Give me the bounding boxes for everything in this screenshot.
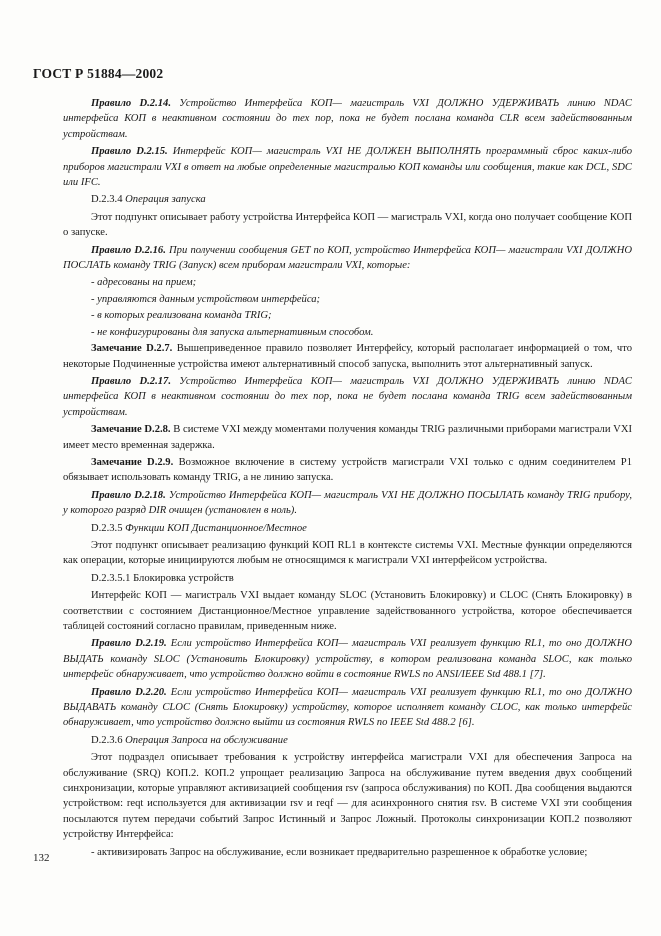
rule-text: При получении сообщения GET по КОП, устройство Интерфейса КОП— магистрали VXI ДОЛЖНО ПОСЛАТЬ команду TRIG (Запуск) всем приборам магистрали VXI, которые:	[63, 244, 633, 272]
note-text: Возможное включение в систему устройств магистрали VXI только с одним соединителем P1 обязывает использовать команду TRIG, а не линию запуска.	[63, 456, 632, 484]
body-paragraph: Этот подраздел описывает требования к устройству интерфейса магистрали VXI для обеспечения Запроса на обслуживание (SRQ) КОП.2. КОП.2 упрощает реализацию Запроса на обслуживание путем введения двух сообщений синхронизации, которые управляют активизацией сообщения rsv (запроса обслуживания) по КОП. Два сообщения выдаются устройством: reqt используется для активизации rsv и reqf — для асинхронного снятия rsv. В системе VXI эти сообщения посылаются путем передачи событий Запрос Истинный и Запрос Ложный. Протоколы синхронизации КОП.2 позволяют устройству Интерфейса:	[63, 752, 632, 841]
list-item: - адресованы на прием;	[91, 277, 197, 289]
section-heading	[63, 733, 632, 748]
document-body	[63, 96, 632, 862]
rule-paragraph	[63, 243, 632, 274]
rule-text: Интерфейс КОП— магистраль VXI НЕ ДОЛЖЕН ВЫПОЛНЯТЬ программный сброс каких-либо приборов магистрали VXI в ответ на любые определенные магистралью КОП команды или сообщения, такие как DCL, SDC или IFC.	[63, 146, 632, 189]
section-title: Функции КОП Дистанционное/Местное	[125, 522, 307, 534]
rule-label: Правило D.2.19.	[91, 638, 167, 650]
rule-text: Устройство Интерфейса КОП— магистраль VXI ДОЛЖНО УДЕРЖИВАТЬ линию NDAC интерфейса КОП в неактивном состоянии до тех пор, пока не будет послана команда TRIG всем задействованным устройствам.	[63, 375, 632, 418]
rule-label: Правило D.2.17.	[91, 375, 171, 387]
section-title: Операция запуска	[125, 194, 206, 206]
note-text: В системе VXI между моментами получения команды TRIG различными приборами магистрали VXI имеет место временная задержка.	[63, 424, 633, 451]
note-paragraph	[63, 422, 632, 453]
rule-paragraph	[63, 374, 632, 420]
note-label: Замечание D.2.7.	[91, 343, 173, 355]
rule-paragraph	[63, 144, 632, 190]
document-header: ГОСТ Р 51884—2002	[33, 66, 164, 81]
rule-label: Правило D.2.20.	[91, 686, 167, 698]
section-number: D.2.3.4	[91, 194, 123, 206]
rule-item-list	[63, 275, 632, 340]
page-number: 132	[33, 852, 50, 864]
rule-paragraph	[63, 488, 632, 519]
rule-paragraph	[63, 96, 632, 142]
rule-label: Правило D.2.18.	[91, 489, 166, 501]
section-number: D.2.3.5.1	[91, 572, 131, 584]
body-paragraph: - активизировать Запрос на обслуживание, если возникает предварительно разрешенное к обработке условие;	[91, 846, 588, 858]
rule-label: Правило D.2.14.	[91, 98, 171, 109]
rule-text: Устройство Интерфейса КОП— магистраль VXI ДОЛЖНО УДЕРЖИВАТЬ линию NDAC интерфейса КОП в неактивном состоянии до тех пор, пока не будет послана команда CLR всем задействованным устройствам.	[63, 98, 632, 140]
section-heading	[63, 521, 632, 536]
rule-label: Правило D.2.16.	[91, 244, 166, 256]
rule-paragraph	[63, 685, 632, 731]
rule-text: Устройство Интерфейса КОП— магистраль VXI НЕ ДОЛЖНО ПОСЫЛАТЬ команду TRIG прибору, у которого разряд DIR очищен (установлен в ноль).	[63, 489, 632, 517]
note-label: Замечание D.2.9.	[91, 456, 174, 468]
section-heading	[63, 571, 632, 586]
body-paragraph: Этот подпункт описывает работу устройства Интерфейса КОП — магистраль VXI, когда оно получает сообщение КОП о запуске.	[63, 211, 632, 239]
section-number: D.2.3.5	[91, 522, 123, 534]
section-title: Блокировка устройств	[133, 572, 234, 584]
list-item: - управляются данным устройством интерфейса;	[91, 293, 321, 305]
note-paragraph	[63, 455, 632, 486]
section-heading	[63, 192, 632, 207]
rule-text: Если устройство Интерфейса КОП— магистраль VXI реализует функцию RL1, то оно ДОЛЖНО ВЫДАВАТЬ команду CLOC (Снять Блокировку) устройству, которое исполняет команду CLOC, как только интерфейс обнаруживает, что устройство должно выйти из состояния RWLS по IEEE Std 488.2 [6].	[63, 686, 632, 729]
body-paragraph: Интерфейс КОП — магистраль VXI выдает команду SLOC (Установить Блокировку) и CLOC (Снять Блокировку) в соответствии с состоянием Дистанционное/Местное управление задействованного устройства, которое обеспечивается таблицей состояний согласно правилам, приведенным ниже.	[63, 590, 632, 632]
list-item: - не конфигурированы для запуска альтернативным способом.	[91, 326, 374, 338]
rule-label: Правило D.2.15.	[91, 146, 168, 158]
rule-paragraph	[63, 636, 632, 682]
rule-text: Если устройство Интерфейса КОП— магистраль VXI реализует функцию RL1, то оно ДОЛЖНО ВЫДАТЬ команду SLOC (Установить Блокировку) устройству, в котором реализована команда SLOC, как только интерфейс обнаруживает, что устройство должно войти в состояние RWLS по ANSI/IEEE Std 488.1 [7].	[63, 638, 632, 681]
note-label: Замечание D.2.8.	[91, 424, 171, 436]
body-paragraph: Этот подпункт описывает реализацию функций КОП RL1 в контексте системы VXI. Местные функции определяются как операции, которые инициируются любым не относящимся к магистрали VXI интерфейсом устройства.	[63, 539, 632, 567]
note-paragraph	[63, 341, 632, 372]
section-title: Операция Запроса на обслуживание	[125, 734, 288, 746]
note-text: Вышеприведенное правило позволяет Интерфейсу, который располагает информацией о том, что некоторые Подчиненные устройства имеют альтернативный способ запуска, выполнить этот альтернативный запуск.	[63, 343, 633, 370]
section-number: D.2.3.6	[91, 734, 123, 746]
list-item: - в которых реализована команда TRIG;	[91, 310, 272, 322]
